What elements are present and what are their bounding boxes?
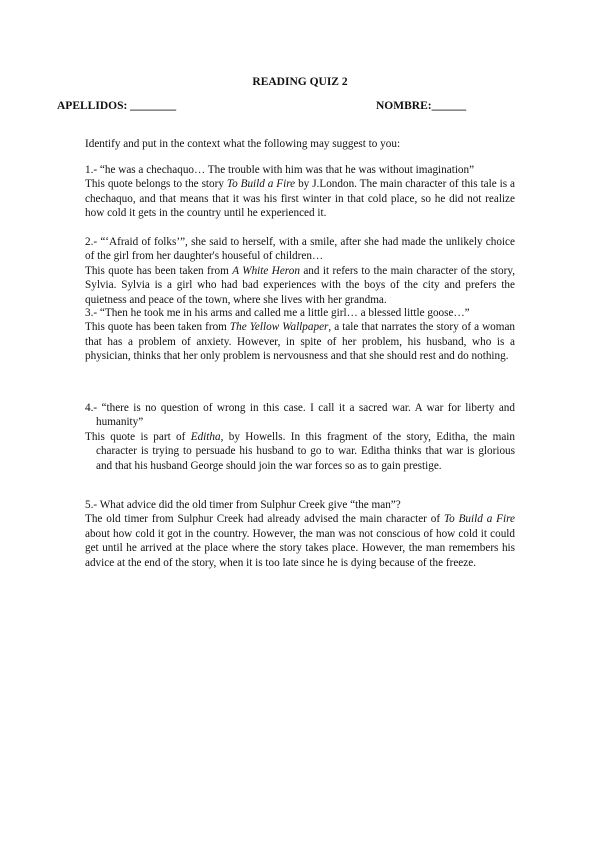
answer-text: The old timer from Sulphur Creek had already advised the main character of: [85, 513, 444, 526]
answer-text: , by Howells. In this fragment of the story, Editha, the main character is trying to persuade his husband to go to war. Editha thinks that war is glorious and that his husband George should join the war forces so as to gain prestige.: [96, 430, 516, 472]
question-4: [85, 401, 515, 473]
story-title: A White Heron: [232, 264, 300, 277]
story-title: Editha: [190, 430, 221, 443]
question-2: [85, 235, 515, 307]
name-field-label: NOMBRE:______: [376, 100, 467, 112]
instructions: Identify and put in the context what the following may suggest to you:: [85, 138, 401, 150]
question-1: [85, 163, 515, 221]
question-5: [85, 498, 515, 570]
answer-text: This quote has been taken from: [85, 264, 233, 277]
answer-text: , a tale that narrates the story of a woman that has a problem of anxiety. However, in spite of her problem, his husband, who is a physician, thinks that her only problem is nervousness and that she should rest and do nothing.: [85, 321, 516, 363]
question-quote: 5.- What advice did the old timer from Sulphur Creek give “the man”?: [85, 499, 401, 511]
quiz-title: READING QUIZ 2: [252, 76, 348, 88]
question-answer: [85, 177, 515, 220]
answer-text: This quote belongs to the story: [85, 178, 227, 191]
answer-text: and it refers to the main character of the story, Sylvia. Sylvia is a girl who had bad experiences with the boys of the city and prefers the quietness and peace of the town, where she lives with her grandma.: [85, 264, 515, 306]
story-title: To Build a Fire: [226, 178, 296, 191]
question-quote: 2.- “‘Afraid of folks’”, she said to herself, with a smile, after she had made the unlikely choice of the girl from her daughter's houseful of children…: [85, 236, 515, 263]
question-3: [85, 306, 515, 364]
story-title: The Yellow Wallpaper: [229, 321, 329, 334]
question-answer: [85, 264, 515, 307]
answer-text: This quote is part of: [85, 430, 191, 443]
surname-field-label: APELLIDOS: ________: [57, 100, 177, 112]
question-answer: [85, 512, 515, 570]
story-title: To Build a Fire: [443, 513, 515, 526]
answer-text: about how cold it got in the country. However, the man was not conscious of how cold it could get until he arrived at the place where the story takes place. However, the man remembers his advice at the end of the story, when it is too late since he is dying because of the freeze.: [85, 527, 515, 569]
answer-text: This quote has been taken from: [85, 321, 230, 334]
question-answer: [85, 320, 515, 363]
answer-text: by J.London. The main character of this tale is a chechaquo, and that means that it was his first winter in that cold place, so he did not realize how cold it gets in the country until he experienced it.: [85, 178, 516, 220]
question-quote: 3.- “Then he took me in his arms and called me a little girl… a blessed little goose…”: [85, 307, 470, 319]
question-answer: [85, 430, 515, 473]
question-quote: 1.- “he was a chechaquo… The trouble with him was that he was without imagination”: [85, 164, 475, 176]
question-quote: 4.- “there is no question of wrong in this case. I call it a sacred war. A war for liberty and humanity”: [85, 402, 515, 429]
